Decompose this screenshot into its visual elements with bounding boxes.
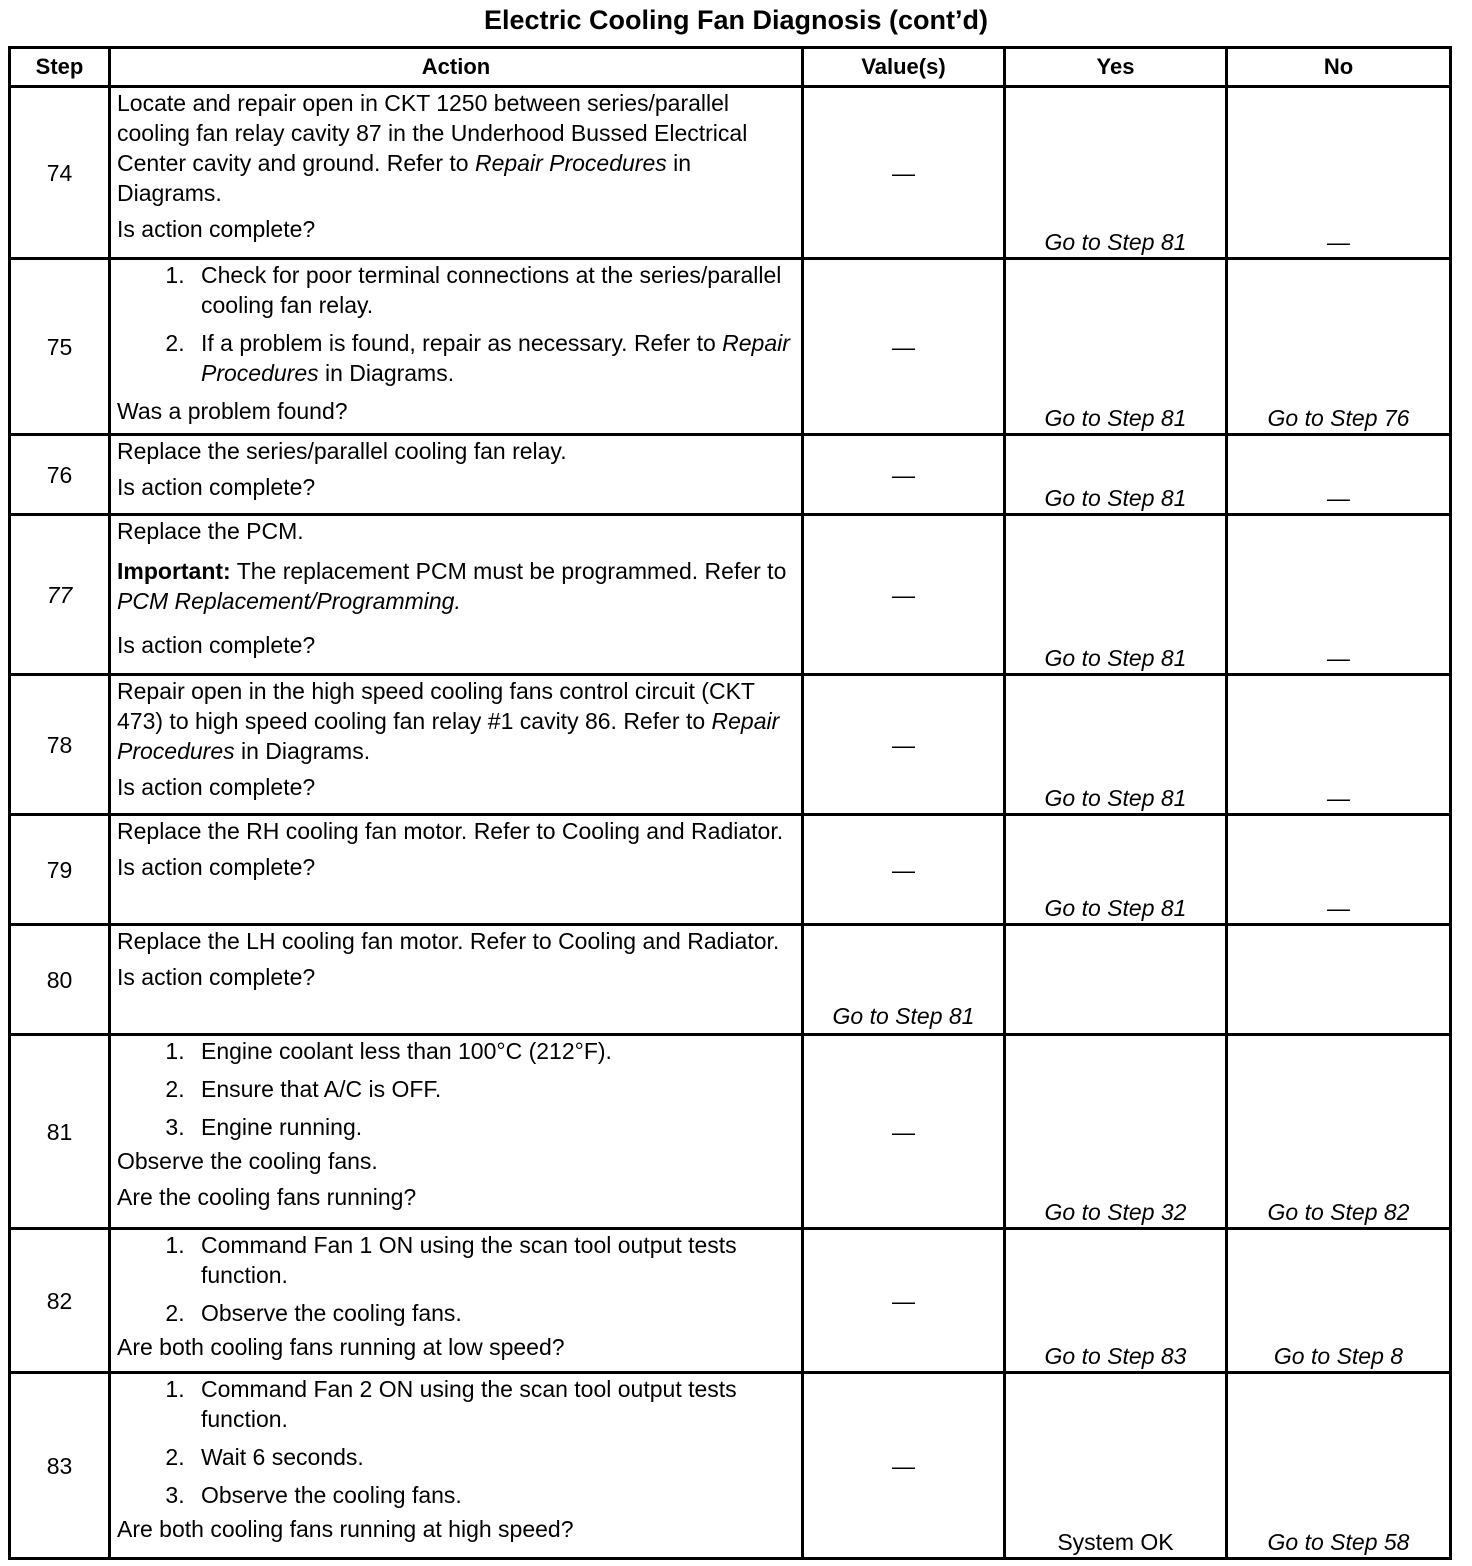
yes-cell: Go to Step 81 [1005,87,1227,259]
list-item: 3. Observe the cooling fans. [191,1480,795,1510]
header-value: Value(s) [803,48,1005,87]
action-question: Is action complete? [117,964,316,990]
action-text: Replace the PCM. [117,518,304,544]
action-text: Replace the series/parallel cooling fan relay. [117,438,567,464]
step-number: 74 [10,87,110,259]
header-yes: Yes [1005,48,1227,87]
action-cell [110,815,803,925]
value-cell: — [803,815,1005,925]
yes-cell: Go to Step 81 [1005,675,1227,815]
no-cell: — [1227,435,1451,515]
yes-cell: System OK [1005,1373,1227,1559]
action-cell [110,87,803,259]
action-cell [110,1229,803,1373]
step-number: 78 [10,675,110,815]
no-cell: Go to Step 82 [1227,1035,1451,1229]
list-item: 1. Engine coolant less than 100°C (212°F). [191,1036,795,1066]
value-cell: Go to Step 81 [803,925,1005,1035]
header-no: No [1227,48,1451,87]
no-cell: Go to Step 8 [1227,1229,1451,1373]
action-steps [117,1374,795,1510]
step-number: 83 [10,1373,110,1559]
table-row [10,675,1451,815]
page-title: Electric Cooling Fan Diagnosis (cont’d) [483,5,989,35]
no-cell [1227,925,1451,1035]
table-row [10,87,1451,259]
step-number: 80 [10,925,110,1035]
list-item: 3. Engine running. [191,1112,795,1142]
yes-cell: Go to Step 81 [1005,435,1227,515]
list-item: 1. Check for poor terminal connections at the series/parallel cooling fan relay. [191,260,795,320]
step-number: 81 [10,1035,110,1229]
value-cell: — [803,1229,1005,1373]
action-question: Are the cooling fans running? [117,1184,417,1210]
action-text: Observe the cooling fans. [117,1148,378,1174]
action-text: Replace the LH cooling fan motor. Refer to Cooling and Radiator. [117,928,780,954]
action-question: Is action complete? [117,774,316,800]
action-cell [110,675,803,815]
action-cell [110,259,803,435]
value-cell: — [803,435,1005,515]
action-question: Are both cooling fans running at high speed? [117,1516,574,1542]
value-cell: — [803,259,1005,435]
action-cell [110,1373,803,1559]
table-row [10,259,1451,435]
action-text: Locate and repair open in CKT 1250 between series/parallel cooling fan relay cavity 87 in the Underhood Bussed Electrical Center cavity and ground. Refer to Repair Procedures in Diagrams. [117,90,748,206]
yes-cell: Go to Step 32 [1005,1035,1227,1229]
no-cell: — [1227,815,1451,925]
no-cell: — [1227,515,1451,675]
action-text: Replace the RH cooling fan motor. Refer to Cooling and Radiator. [117,818,784,844]
no-cell: — [1227,675,1451,815]
list-item: 2. Observe the cooling fans. [191,1298,795,1328]
action-question: Is action complete? [117,474,316,500]
yes-cell: Go to Step 81 [1005,815,1227,925]
table-row [10,435,1451,515]
yes-cell [1005,925,1227,1035]
step-number: 75 [10,259,110,435]
table-row [10,1229,1451,1373]
table-row [10,515,1451,675]
action-cell [110,925,803,1035]
table-row [10,1373,1451,1559]
table-row [10,925,1451,1035]
value-cell: — [803,1035,1005,1229]
header-step: Step [10,48,110,87]
important-note: Important: The replacement PCM must be programmed. Refer to PCM Replacement/Programming. [117,558,787,614]
value-cell: — [803,1373,1005,1559]
action-cell [110,515,803,675]
action-question: Is action complete? [117,854,316,880]
no-cell: Go to Step 58 [1227,1373,1451,1559]
no-cell: Go to Step 76 [1227,259,1451,435]
action-steps [117,1230,795,1328]
list-item: 1. Command Fan 2 ON using the scan tool output tests function. [191,1374,795,1434]
diagnosis-table [8,46,1452,1560]
step-number: 82 [10,1229,110,1373]
list-item: 1. Command Fan 1 ON using the scan tool output tests function. [191,1230,795,1290]
no-cell: — [1227,87,1451,259]
action-cell [110,1035,803,1229]
header-action: Action [110,48,803,87]
action-cell [110,435,803,515]
yes-cell: Go to Step 81 [1005,515,1227,675]
list-item: 2. Ensure that A/C is OFF. [191,1074,795,1104]
step-number: 76 [10,435,110,515]
action-question: Is action complete? [117,632,316,658]
value-cell: — [803,675,1005,815]
value-cell: — [803,87,1005,259]
yes-cell: Go to Step 81 [1005,259,1227,435]
list-item: 2. If a problem is found, repair as necessary. Refer to Repair Procedures in Diagrams. [191,328,795,388]
yes-cell: Go to Step 83 [1005,1229,1227,1373]
action-question: Was a problem found? [117,398,348,424]
list-item: 2. Wait 6 seconds. [191,1442,795,1472]
action-question: Is action complete? [117,216,316,242]
table-row [10,1035,1451,1229]
step-number: 77 [10,515,110,675]
table-header-row [10,48,1451,87]
step-number: 79 [10,815,110,925]
action-text: Repair open in the high speed cooling fans control circuit (CKT 473) to high speed cooling fan relay #1 cavity 86. Refer to Repair Procedures in Diagrams. [117,678,780,764]
action-steps [117,260,795,388]
value-cell: — [803,515,1005,675]
table-row [10,815,1451,925]
action-question: Are both cooling fans running at low speed? [117,1334,565,1360]
action-steps [117,1036,795,1142]
